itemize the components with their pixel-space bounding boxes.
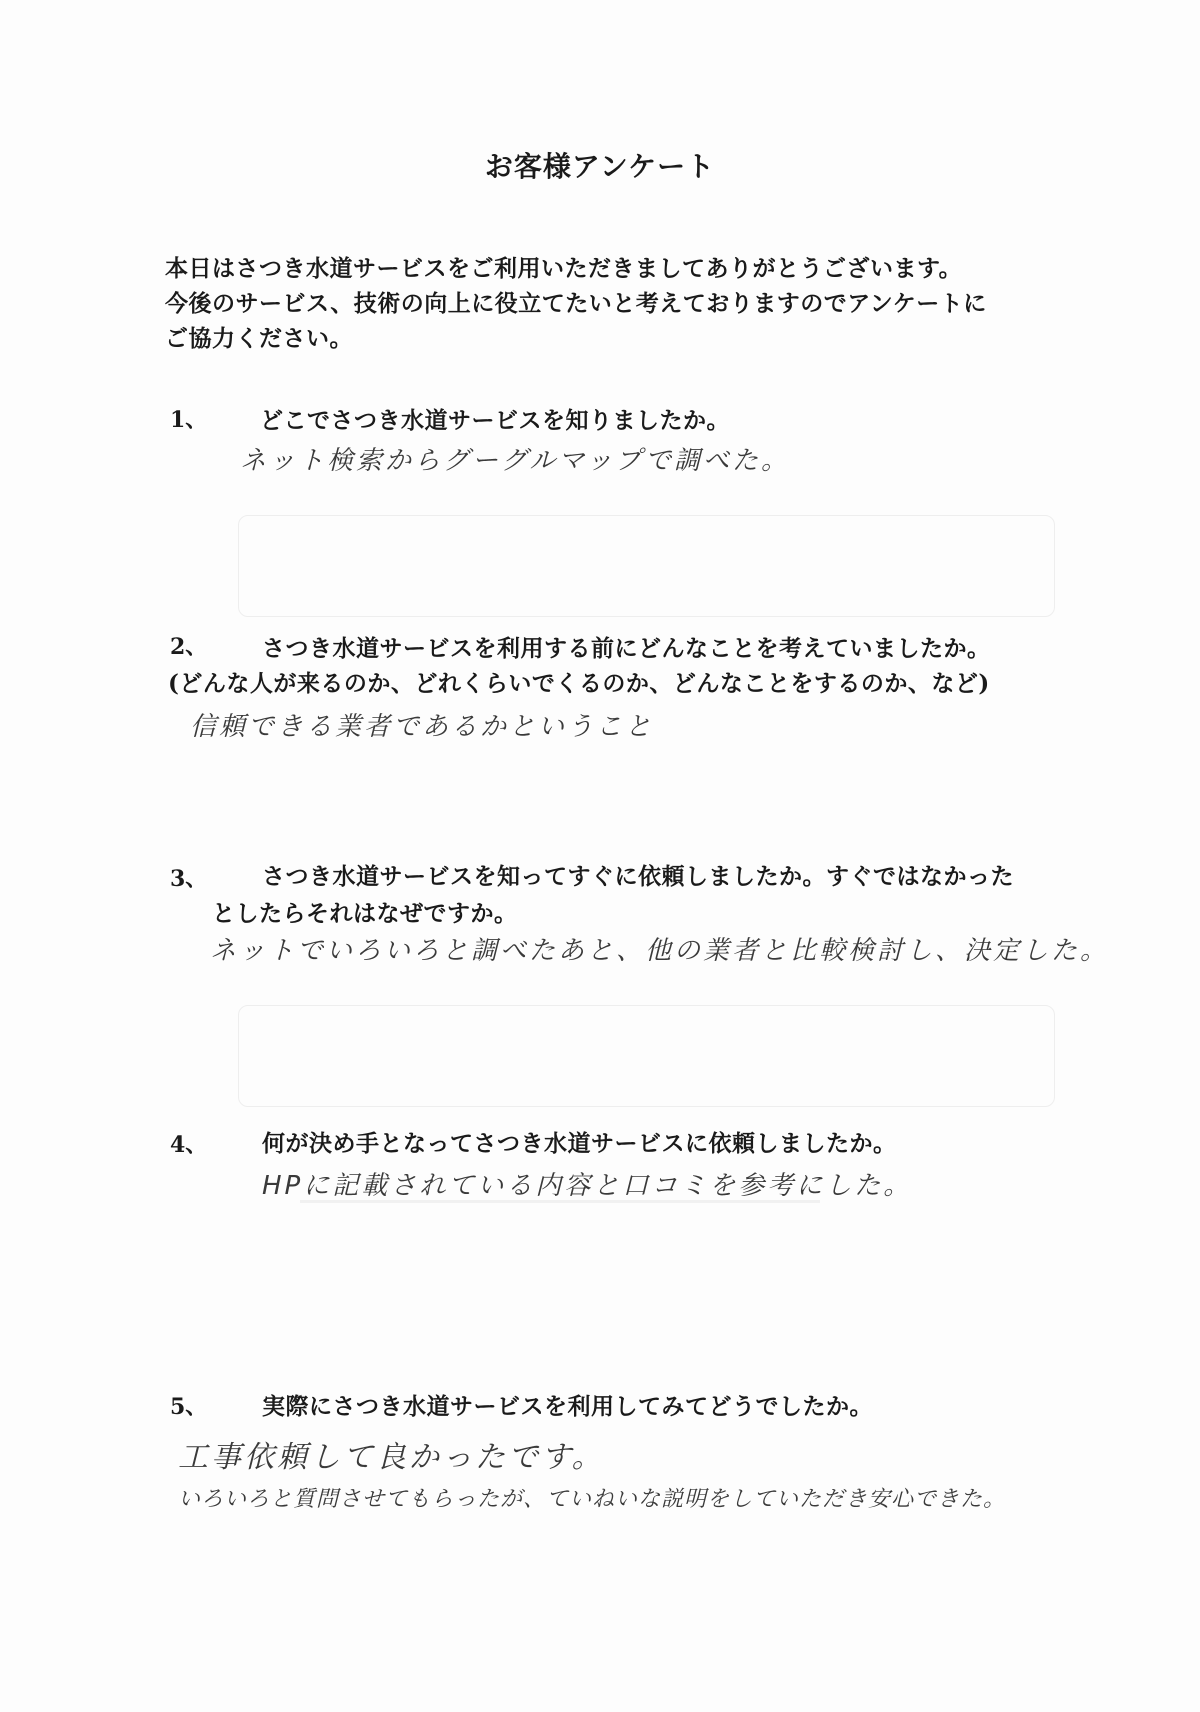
handwritten-answer: ネット検索からグーグルマップで調べた。 bbox=[240, 446, 790, 476]
question-text: (どんな人が来るのか、どれくらいでくるのか、どんなことをするのか、など) bbox=[168, 670, 990, 697]
question-text: さつき水道サービスを利用する前にどんなことを考えていましたか。 bbox=[262, 635, 991, 662]
question-number: 4、 bbox=[170, 1132, 208, 1158]
question-number: 5、 bbox=[170, 1394, 208, 1420]
question-text: 何が決め手となってさつき水道サービスに依頼しましたか。 bbox=[262, 1130, 897, 1157]
question-text: としたらそれはなぜですか。 bbox=[212, 900, 518, 927]
handwritten-answer: ネットでいろいろと調べたあと、他の業者と比較検討し、決定した。 bbox=[210, 936, 1110, 966]
question-text: 実際にさつき水道サービスを利用してみてどうでしたか。 bbox=[262, 1393, 873, 1420]
handwritten-answer: 信頼できる業者であるかということ bbox=[190, 712, 655, 742]
question-number: 2、 bbox=[170, 634, 208, 660]
intro-line: 本日はさつき水道サービスをご利用いただきましてありがとうございます。 bbox=[165, 255, 963, 282]
handwritten-answer: いろいろと質問させてもらったが、ていねいな説明をしていただき安心できた。 bbox=[178, 1487, 1007, 1512]
question-number: 1、 bbox=[170, 407, 208, 433]
handwritten-answer: HPに記載されている内容と口コミを参考にした。 bbox=[262, 1171, 913, 1201]
question-text: さつき水道サービスを知ってすぐに依頼しましたか。すぐではなかった bbox=[262, 863, 1014, 890]
bleed-through-box bbox=[238, 515, 1055, 617]
question-number: 3、 bbox=[170, 866, 208, 892]
bleed-through-box bbox=[238, 1005, 1055, 1107]
page-title: お客様アンケート bbox=[484, 150, 716, 183]
handwritten-answer: 工事依頼して良かったです。 bbox=[178, 1440, 605, 1475]
intro-line: ご協力ください。 bbox=[165, 325, 353, 352]
question-text: どこでさつき水道サービスを知りましたか。 bbox=[260, 407, 730, 434]
intro-line: 今後のサービス、技術の向上に役立てたいと考えておりますのでアンケートに bbox=[165, 290, 987, 317]
